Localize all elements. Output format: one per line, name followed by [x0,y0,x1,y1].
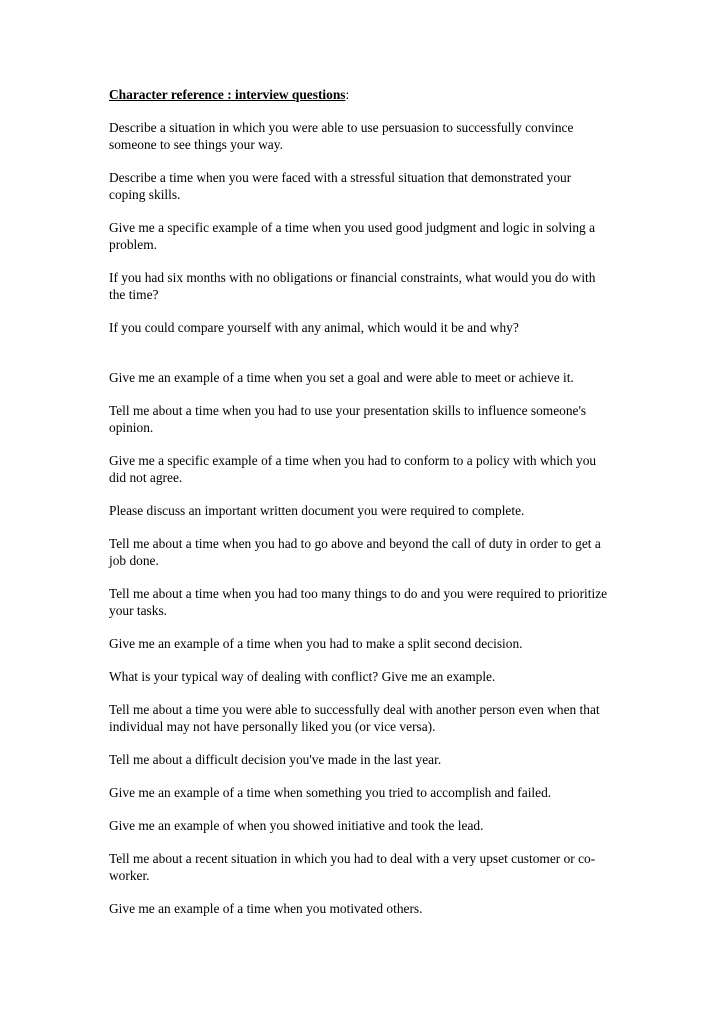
question-6: Give me an example of a time when you set a goal and were able to meet or achieve it. [109,370,574,385]
question-10: Tell me about a time when you had to go above and beyond the call of duty in order to get a job done. [109,536,601,568]
question-19: Give me an example of a time when you motivated others. [109,901,423,916]
heading-title: Character reference : interview questions [109,87,346,102]
question-3: Give me a specific example of a time when you used good judgment and logic in solving a problem. [109,220,596,252]
heading-colon: : [345,87,350,102]
question-11: Tell me about a time when you had too many things to do and you were required to prioritize your tasks. [109,586,608,618]
question-7: Tell me about a time when you had to use your presentation skills to influence someone's opinion. [109,403,587,435]
question-5: If you could compare yourself with any animal, which would it be and why? [109,320,519,335]
document-body [109,86,609,933]
question-17: Give me an example of when you showed initiative and took the lead. [109,818,484,833]
question-9: Please discuss an important written document you were required to complete. [109,503,525,518]
question-14: Tell me about a time you were able to successfully deal with another person even when that individual may not have personally liked you (or vice versa). [109,702,600,734]
question-13: What is your typical way of dealing with conflict? Give me an example. [109,669,496,684]
question-12: Give me an example of a time when you had to make a split second decision. [109,636,523,651]
question-18: Tell me about a recent situation in which you had to deal with a very upset customer or co-worker. [109,851,596,883]
question-15: Tell me about a difficult decision you've made in the last year. [109,752,442,767]
question-2: Describe a time when you were faced with a stressful situation that demonstrated your coping skills. [109,170,572,202]
question-4: If you had six months with no obligations or financial constraints, what would you do with the time? [109,270,596,302]
question-8: Give me a specific example of a time when you had to conform to a policy with which you did not agree. [109,453,597,485]
question-16: Give me an example of a time when something you tried to accomplish and failed. [109,785,552,800]
document-heading [109,86,609,103]
question-1: Describe a situation in which you were able to use persuasion to successfully convince someone to see things your way. [109,120,574,152]
